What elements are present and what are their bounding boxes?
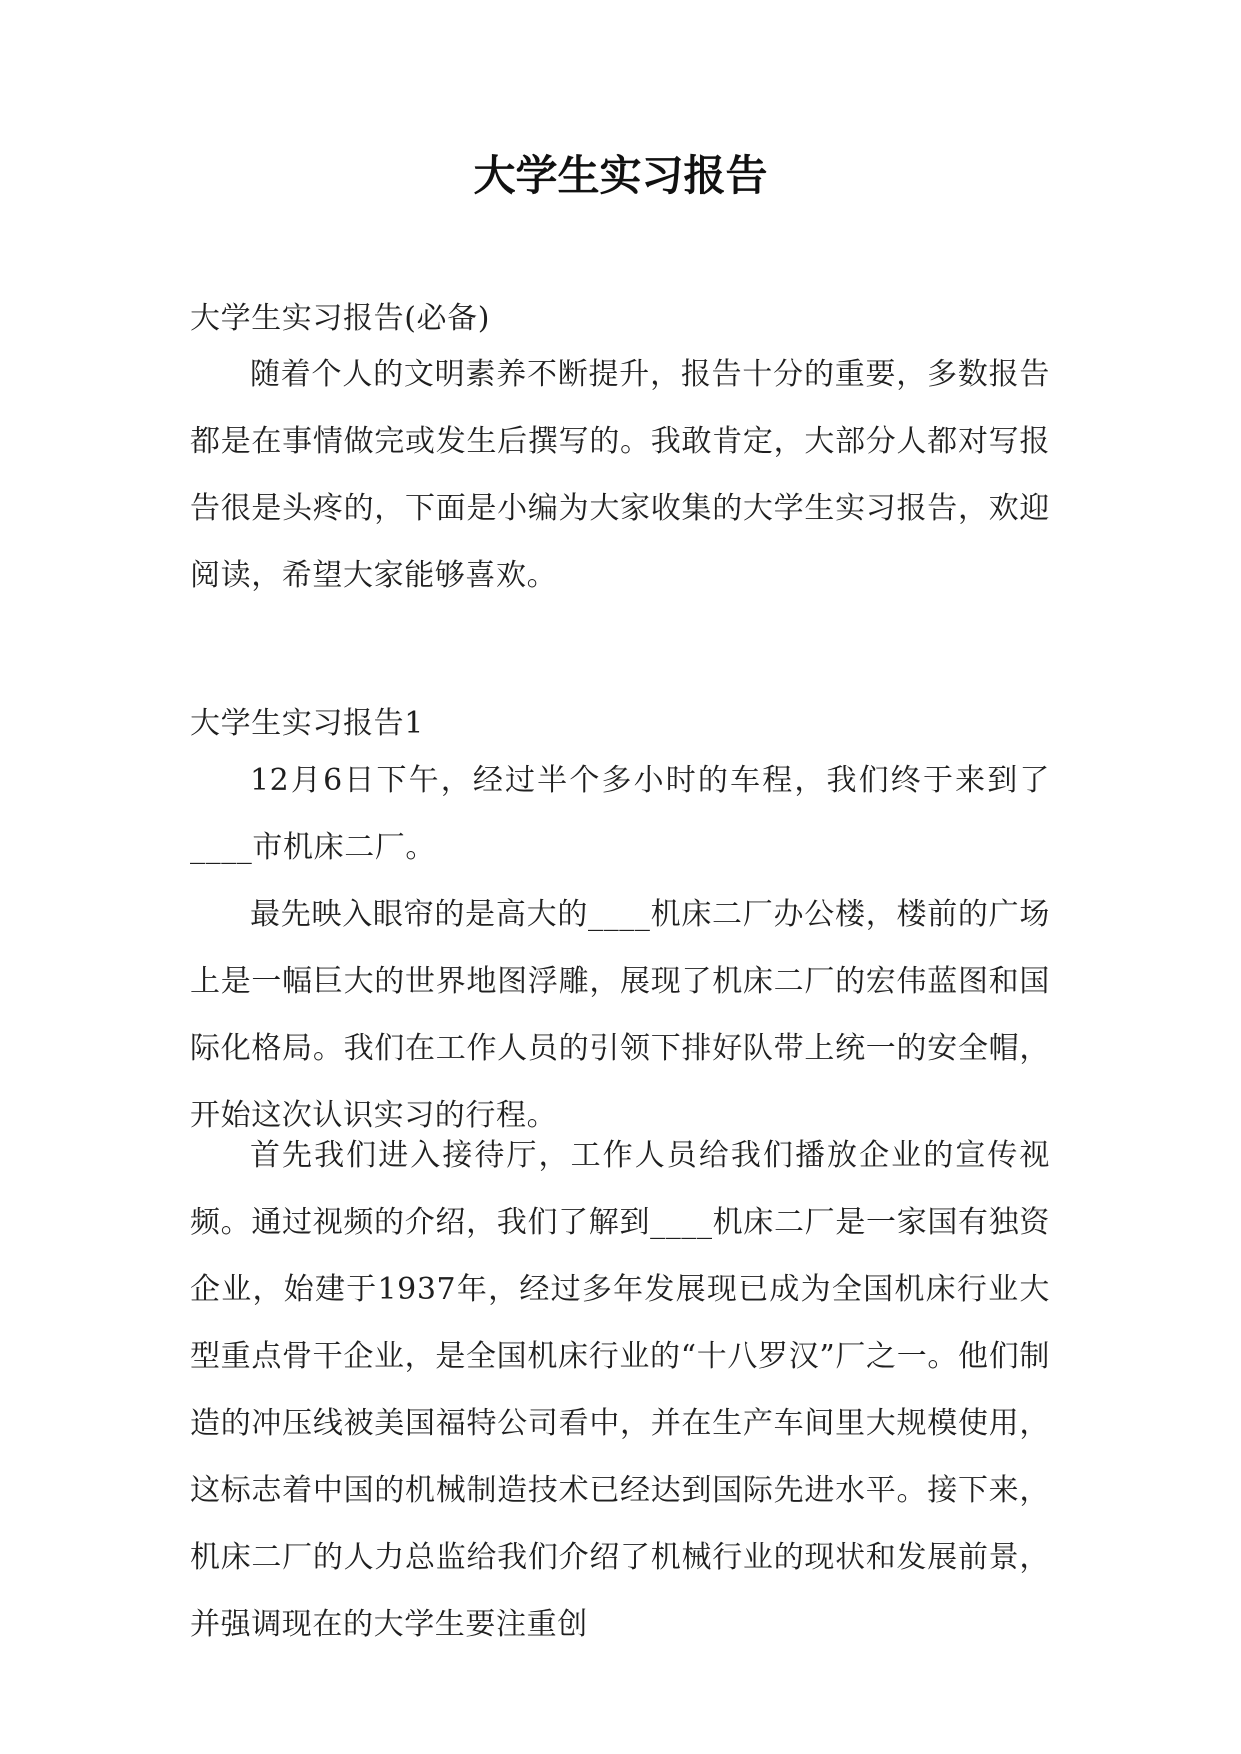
section-heading: 大学生实习报告1: [190, 706, 424, 741]
document-title: 大学生实习报告: [473, 151, 768, 200]
document-subtitle: 大学生实习报告(必备): [190, 301, 491, 336]
body-paragraph: 首先我们进入接待厅，工作人员给我们播放企业的宣传视频。通过视频的介绍，我们了解到____机床二厂是一家国有独资企业，始建于1937年，经过多年发展现已成为全国机床行业大型重点骨干企业，是全国机床行业的“十八罗汉”厂之一。他们制造的冲压线被美国福特公司看中，并在生产车间里大规模使用，这标志着中国的机械制造技术已经达到国际先进水平。接下来，机床二厂的人力总监给我们介绍了机械行业的现状和发展前景，并强调现在的大学生要注重创: [190, 1138, 1050, 1642]
body-paragraph: 最先映入眼帘的是高大的____机床二厂办公楼，楼前的广场上是一幅巨大的世界地图浮雕，展现了机床二厂的宏伟蓝图和国际化格局。我们在工作人员的引领下排好队带上统一的安全帽，开始这次认识实习的行程。: [190, 897, 1050, 1133]
body-paragraph: 12月6日下午，经过半个多小时的车程，我们终于来到了____市机床二厂。: [190, 763, 1050, 865]
intro-paragraph: 随着个人的文明素养不断提升，报告十分的重要，多数报告都是在事情做完或发生后撰写的。我敢肯定，大部分人都对写报告很是头疼的，下面是小编为大家收集的大学生实习报告，欢迎阅读，希望大家能够喜欢。: [190, 357, 1050, 593]
